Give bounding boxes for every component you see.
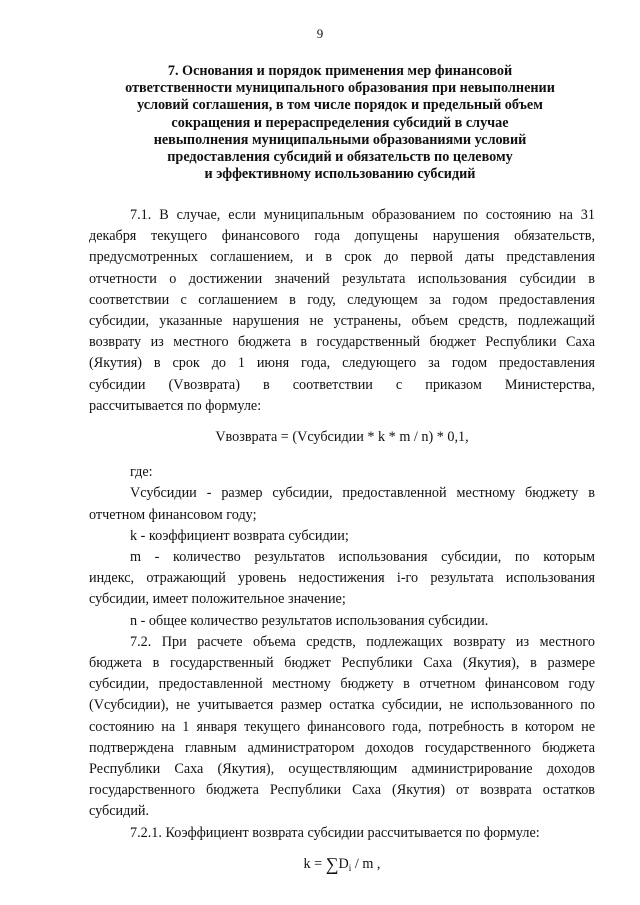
text-line: возврату из местного бюджета в государственный бюджет Республики Саха [89, 334, 595, 351]
heading-line: сокращения и перераспределения субсидий в случае [171, 114, 509, 131]
paragraph-7-2 [89, 632, 595, 823]
heading-line: невыполнения муниципальными образованиями условий [153, 131, 527, 148]
definition-m [89, 547, 595, 611]
text-line: субсидии (Vвозврата) в соответствии с приказом Министерства, [89, 376, 595, 393]
text-line: предусмотренных соглашением, и в срок до первой даты представления [89, 249, 595, 266]
heading-line: ответственности муниципального образования при невыполнении [125, 80, 555, 97]
formula-subscript-i: i [348, 862, 352, 873]
definition-n: n - общее количество результатов использования субсидии. [130, 612, 489, 629]
section-heading [90, 63, 590, 183]
formula-v-return: Vвозврата = (Vсубсидии * k * m / n) * 0,1, [215, 429, 469, 446]
text-line: государственного бюджета Республики Саха (Якутия) от возврата остатков [89, 782, 595, 799]
text-line: субсидии, имеет положительное значение; [89, 591, 346, 608]
text-line: состоянию на 1 января текущего финансового года, потребность в котором не [89, 718, 595, 735]
formula-k-rest: / m , [351, 855, 381, 872]
page-number: 9 [316, 26, 324, 41]
formula-k-lhs: k = [303, 855, 326, 872]
heading-line: условий соглашения, в том числе порядок и предельный объем [137, 97, 543, 114]
document-body [89, 205, 595, 879]
definition-k: k - коэффициент возврата субсидии; [130, 527, 349, 544]
heading-line: предоставления субсидий и обязательств по целевому [167, 149, 513, 166]
text-line: отчетности о достижении значений результата использования субсидии в [89, 270, 595, 287]
text-line: индекс, отражающий уровень недостижения i-го результата использования [89, 570, 595, 587]
paragraph-7-1 [89, 205, 595, 417]
text-line: декабря текущего финансового года допущены нарушения обязательств, [89, 228, 595, 245]
text-line: субсидии, предоставленной местному бюджету в отчетном финансовом году [89, 676, 595, 693]
paragraph-7-2-1: 7.2.1. Коэффициент возврата субсидии рассчитывается по формуле: [130, 824, 540, 841]
text-line: отчетном финансовом году; [89, 506, 257, 523]
heading-line: 7. Основания и порядок применения мер финансовой [167, 63, 513, 79]
formula-d: D [338, 855, 349, 872]
text-line: субсидий. [89, 803, 150, 820]
text-line: 7.2. При расчете объема средств, подлежащих возврату из местного [130, 633, 595, 650]
text-line: бюджета в государственный бюджет Республики Саха (Якутия), в размере [89, 655, 595, 672]
text-line: субсидии, указанные нарушения не устранены, объем средств, подлежащий [89, 313, 595, 330]
text-line: (Якутия) в срок до 1 июня года, следующего за годом предоставления [89, 355, 595, 372]
definition-v-subsidy [89, 483, 595, 525]
text-line: Республики Саха (Якутия), осуществляющим администрирование доходов [89, 761, 595, 778]
formula-k [89, 854, 595, 879]
text-line: m - количество результатов использования субсидии, по которым [130, 549, 595, 566]
text-line: (Vсубсидии), не учитывается размер остатка субсидии, не использованного по [89, 697, 595, 714]
text-line: 7.1. В случае, если муниципальным образованием по состоянию на 31 [130, 207, 595, 223]
text-line: соответствии с соглашением в году, следующем за годом предоставления [89, 291, 595, 308]
where-label: где: [130, 464, 153, 481]
heading-line: и эффективному использованию субсидий [204, 166, 476, 183]
text-line: рассчитывается по формуле: [89, 397, 262, 414]
sum-symbol: ∑ [325, 853, 339, 874]
text-line: Vсубсидии - размер субсидии, предоставленной местному бюджету в [130, 485, 595, 502]
text-line: подтверждена главным администратором доходов государственного бюджета [89, 739, 595, 756]
